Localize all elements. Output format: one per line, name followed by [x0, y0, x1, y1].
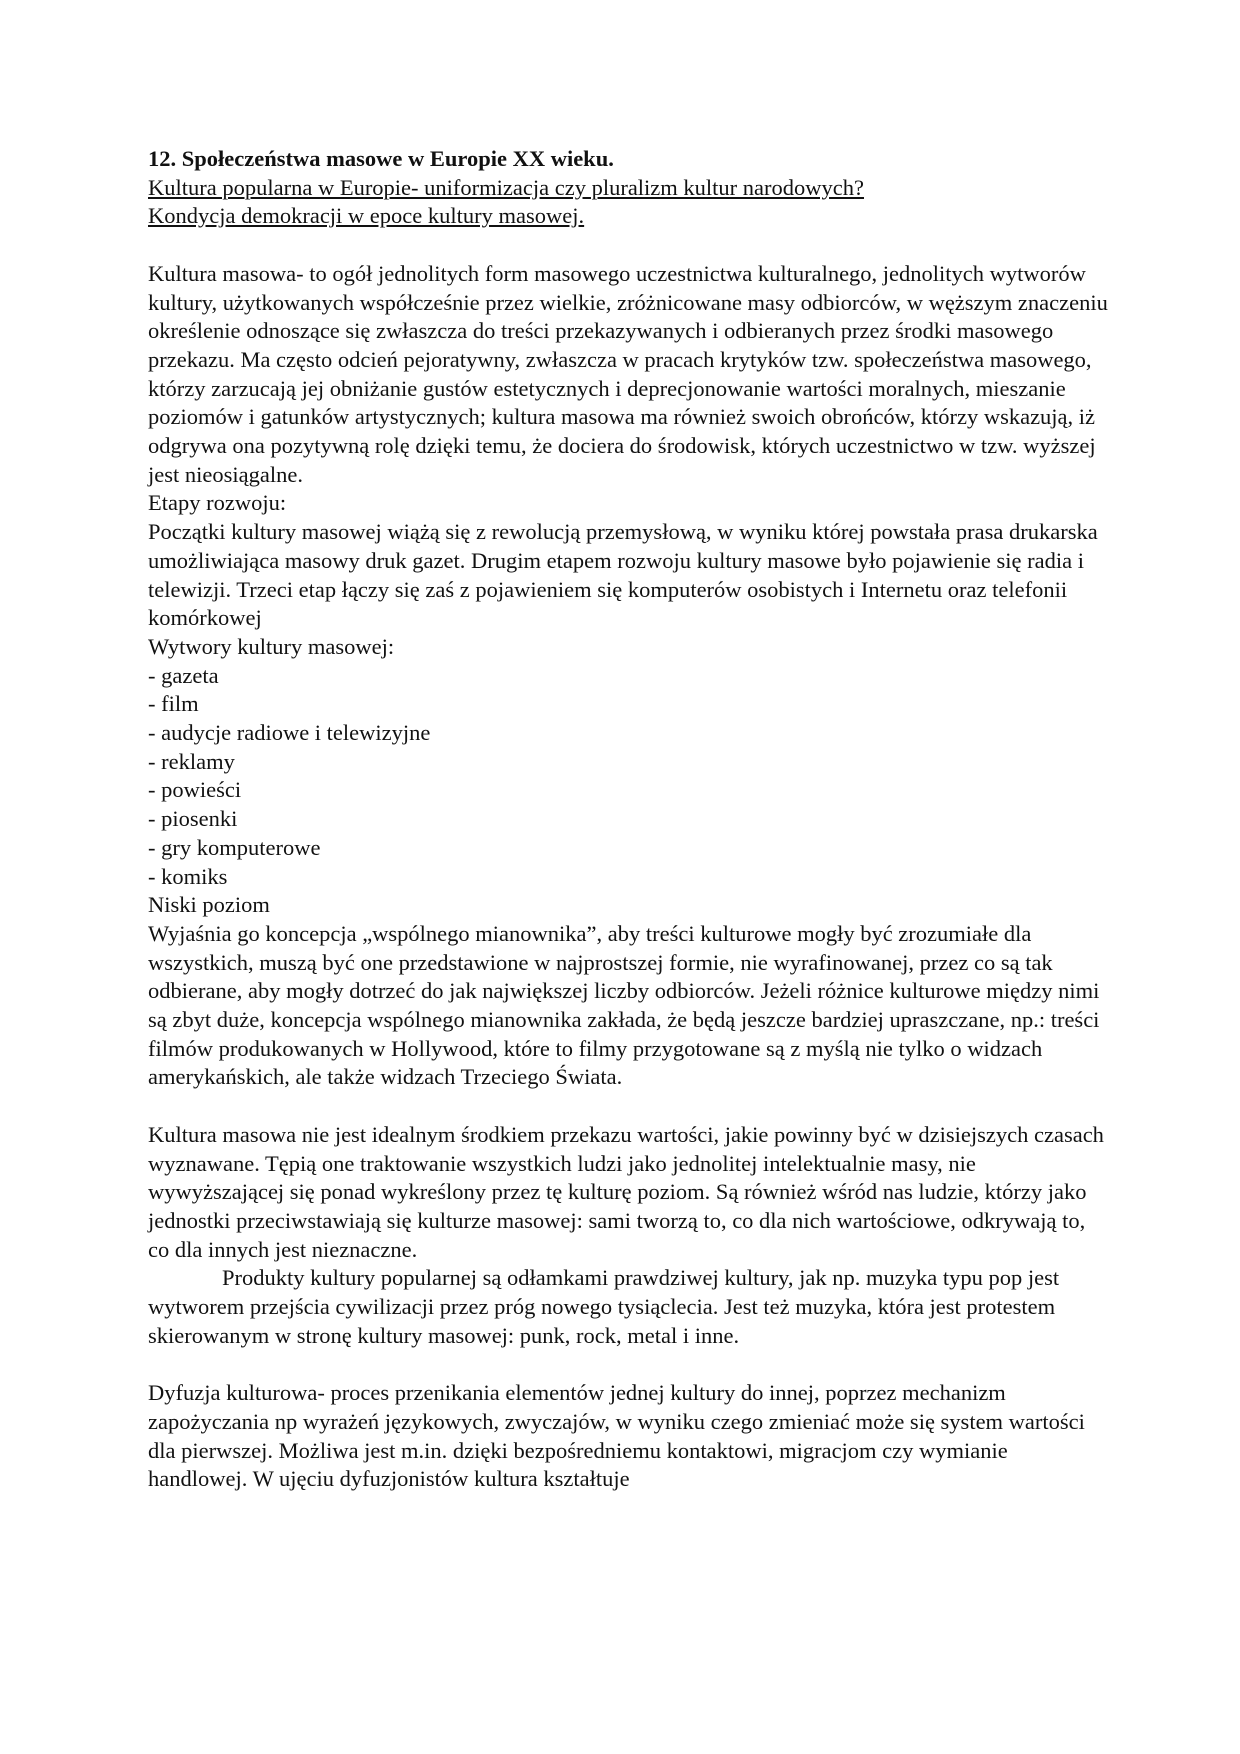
paragraph-values: Kultura masowa nie jest idealnym środkiem przekazu wartości, jakie powinny być w dzisiejszych czasach wyznawane. Tępią one traktowanie wszystkich ludzi jako jednolitej intelektualnie masy, nie wywyższającej się ponad wykreślony przez tę kulturę poziom. Są również wśród nas ludzie, którzy jako jednostki przeciwstawiają się kulturze masowej: sami tworzą to, co dla nich wartościowe, odkrywają to, co dla innych jest nieznaczne.: [148, 1121, 1104, 1262]
heading-low-level: Niski poziom: [148, 892, 270, 918]
paragraph-stages: Początki kultury masowej wiążą się z rewolucją przemysłową, w wyniku której powstała prasa drukarska umożliwiająca masowy druk gazet. Drugim etapem rozwoju kultury masowe było pojawienie się radia i telewizji. Trzeci etap łączy się zaś z pojawieniem się komputerów osobistych i Internetu oraz telefonii komórkowej: [148, 519, 1098, 631]
list-item: - powieści: [148, 776, 1108, 805]
list-item: - piosenki: [148, 805, 1108, 834]
list-item: - komiks: [148, 863, 1108, 892]
spacer: [148, 231, 1108, 260]
paragraph-low-level: Wyjaśnia go koncepcja „wspólnego mianownika”, aby treści kulturowe mogły być zrozumiałe dla wszystkich, muszą być one przedstawione w najprostszej formie, nie wyrafinowanej, przez co są tak odbierane, aby mogły dotrzeć do jak największej liczby odbiorców. Jeżeli różnice kulturowe między nimi są zbyt duże, koncepcja wspólnego mianownika zakłada, że będą jeszcze bardziej upraszczane, np.: treści filmów produkowanych w Hollywood, które to filmy przygotowane są z myślą nie tylko o widzach amerykańskich, ale także widzach Trzeciego Świata.: [148, 920, 1100, 1090]
heading-stages: Etapy rozwoju:: [148, 490, 287, 516]
document-content: [148, 145, 1108, 1494]
subtitle-democracy: Kondycja demokracji w epoce kultury masowej.: [148, 203, 585, 229]
list-item: - reklamy: [148, 748, 1108, 777]
list-item: - gazeta: [148, 662, 1108, 691]
list-item: - gry komputerowe: [148, 834, 1108, 863]
spacer: [148, 1092, 1108, 1121]
paragraph-popular-products: Produkty kultury popularnej są odłamkami prawdziwej kultury, jak np. muzyka typu pop jest wytworem przejścia cywilizacji przez próg nowego tysiąclecia. Jest też muzyka, która jest protestem skierowanym w stronę kultury masowej: punk, rock, metal i inne.: [148, 1265, 1060, 1348]
paragraph-diffusion: Dyfuzja kulturowa- proces przenikania elementów jednej kultury do innej, poprzez mechanizm zapożyczania np wyrażeń językowych, zwyczajów, w wyniku czego zmieniać może się system wartości dla pierwszej. Możliwa jest m.in. dzięki bezpośredniemu kontaktowi, migracjom czy wymianie handlowej. W ujęciu dyfuzjonistów kultura kształtuje: [148, 1380, 1085, 1492]
products-list: [148, 662, 1108, 892]
spacer: [148, 1351, 1108, 1380]
subtitle-popular-culture: Kultura popularna w Europie- uniformizacja czy pluralizm kultur narodowych?: [148, 174, 864, 200]
list-item: - film: [148, 690, 1108, 719]
paragraph-definition: Kultura masowa- to ogół jednolitych form masowego uczestnictwa kulturalnego, jednolitych wytworów kultury, użytkowanych współcześnie przez wielkie, zróżnicowane masy odbiorców, w węższym znaczeniu określenie odnoszące się zwłaszcza do treści przekazywanych i odbieranych przez środki masowego przekazu. Ma często odcień pejoratywny, zwłaszcza w pracach krytyków tzw. społeczeństwa masowego, którzy zarzucają jej obniżanie gustów estetycznych i deprecjonowanie wartości moralnych, mieszanie poziomów i gatunków artystycznych; kultura masowa ma również swoich obrońców, którzy wskazują, iż odgrywa ona pozytywną rolę dzięki temu, że dociera do środowisk, których uczestnictwo w tzw. wyższej jest nieosiągalne.: [148, 260, 1108, 487]
list-item: - audycje radiowe i telewizyjne: [148, 719, 1108, 748]
document-title: 12. Społeczeństwa masowe w Europie XX wieku.: [148, 146, 614, 171]
heading-products: Wytwory kultury masowej:: [148, 633, 395, 659]
